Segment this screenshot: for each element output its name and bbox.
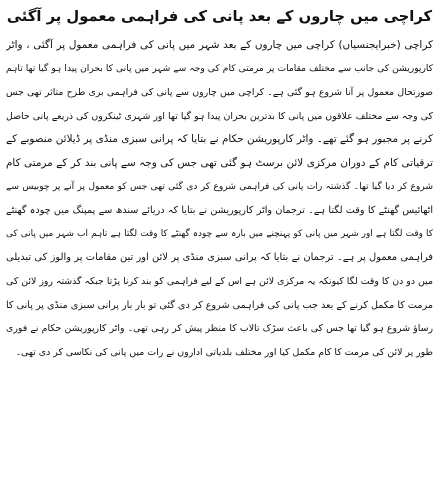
news-article bbox=[6, 4, 433, 476]
body-line: رساؤ شروع ہو گیا تھا جس کی باعث سڑک تالاب کا منظر پیش کر رہی تھی۔ واٹر کارپوریشن حکام نے فوری bbox=[6, 323, 433, 335]
body-line: کارپوریشن کی جانب سے مختلف مقامات پر مرمتی کام کی وجہ سے شہر میں پانی کا بحران پیدا ہو گیا تھا تاہم bbox=[6, 63, 433, 74]
body-line: شروع کر دیا گیا تھا۔ گذشتہ رات پانی کی فراہمی شروع کر دی گئی تھی جس کو معمول پر آنے پر چوبیس سے bbox=[6, 181, 433, 192]
body-line: کراچی (خبرایجنسیاں) کراچی میں چاروں کے بعد شہر میں پانی کی فراہمی معمول پر آگئی ، واٹر bbox=[6, 39, 433, 51]
body-line: اٹھائیس گھنٹے کا وقت لگتا ہے۔ ترجمان واٹر کارپوریشن نے بتایا کہ دریائے سندھ سے پمپنگ میں چودہ گھنٹے bbox=[6, 205, 433, 217]
body-line: فراہمی معمول پر ہے۔ ترجمان نے بتایا کہ پرانی سبزی منڈی پر لائن اور تین مقامات پر والوز کی تبدیلی bbox=[6, 252, 433, 264]
headline: کراچی میں چاروں کے بعد پانی کی فراہمی معمول پر آگئی bbox=[6, 8, 433, 25]
article-body bbox=[6, 34, 433, 364]
body-line: کرنے پر مجبور ہو گئے تھے۔ واٹر کارپوریشن حکام نے بتایا کہ پرانی سبزی منڈی پر ڈیلائن منصوبے کے bbox=[6, 133, 433, 146]
body-line: کی وجہ سے مختلف علاقوں میں پانی کا بدترین بحران پیدا ہو گیا تھا اور شہری ٹینکروں کی ذریعے پانی حاصل bbox=[6, 110, 433, 122]
body-line: طور پر لائن کی مرمت کا کام مکمل کیا اور مختلف بلدیاتی اداروں نے رات میں پانی کی نکاسی کر دی تھی۔ bbox=[15, 346, 433, 358]
body-line: صورتحال معمول پر آنا شروع ہو گئی ہے۔ کراچی میں چاروں سے پانی کی فراہمی بری طرح متاثر تھی جس bbox=[6, 87, 433, 99]
body-line: مرمت کا مکمل کرنے کے بعد جب پانی کی فراہمی شروع کر دی گئی تو بار بار پرانی سبزی منڈی پر پانی کا bbox=[6, 299, 433, 311]
body-line: ترقیاتی کام کے دوران مرکزی لائن برسٹ ہو گئی تھی جس کی وجہ سے پانی بند کر کے مرمتی کام bbox=[6, 156, 433, 169]
body-line: کا وقت لگتا ہے اور شہر میں پانی کو پہنچنے میں بارہ سے چودہ گھنٹے کا وقت لگتا ہے تاہم اب شہر میں پانی کی bbox=[6, 228, 433, 239]
body-line: میں دو دن کا وقت لگا کیونکہ یہ مرکزی لائن ہے اس کے لیے فراہمی کو بند کرنا پڑتا جبکہ گذشتہ روز لائن کی bbox=[6, 275, 433, 287]
